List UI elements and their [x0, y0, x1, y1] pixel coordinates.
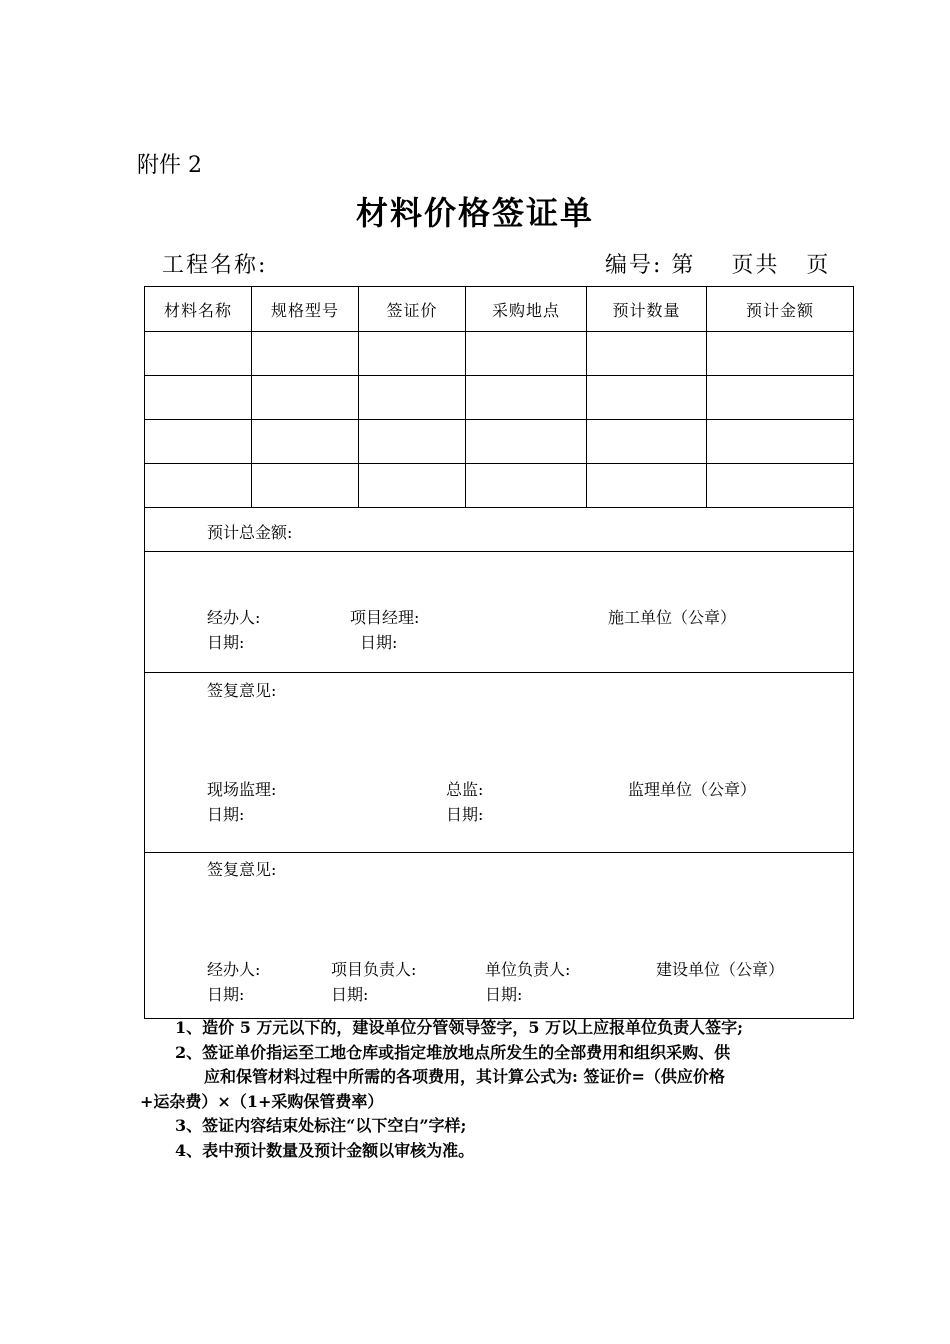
table-cell[interactable]	[587, 420, 707, 464]
table-cell[interactable]	[359, 332, 466, 376]
table-cell[interactable]	[707, 464, 854, 508]
col-header-purchase-location: 采购地点	[466, 287, 587, 332]
note-line: 3、签证内容结束处标注“以下空白”字样;	[175, 1116, 467, 1135]
project-manager-label: 项目经理:	[350, 608, 420, 627]
construction-handler-label: 经办人:	[207, 608, 261, 627]
col-header-certified-price: 签证价	[359, 287, 466, 332]
table-cell[interactable]	[466, 464, 587, 508]
table-row	[145, 420, 854, 464]
table-header-row	[145, 287, 854, 332]
note-line: +运杂费）×（1+采购保管费率）	[140, 1091, 384, 1111]
price-form-table	[144, 286, 854, 1019]
total-amount-row	[145, 508, 854, 552]
table-cell[interactable]	[252, 420, 359, 464]
construction-section-row	[145, 552, 854, 673]
table-cell[interactable]	[707, 420, 854, 464]
construction-unit-seal-label: 施工单位（公章）	[608, 608, 737, 627]
owner-section-row	[145, 853, 854, 1019]
supervision-unit-seal-label: 监理单位（公章）	[628, 780, 757, 799]
col-header-spec-model: 规格型号	[252, 287, 359, 332]
page-title: 材料价格签证单	[355, 194, 594, 232]
owner-date-2-label: 日期:	[331, 985, 369, 1004]
supervision-date-1-label: 日期:	[207, 805, 245, 824]
table-cell[interactable]	[359, 420, 466, 464]
note-line: 应和保管材料过程中所需的各项费用，其计算公式为: 签证价=（供应价格	[204, 1067, 725, 1086]
table-cell[interactable]	[466, 332, 587, 376]
supervision-date-2-label: 日期:	[446, 805, 484, 824]
table-row	[145, 332, 854, 376]
notes-block	[140, 1016, 855, 1163]
total-amount-cell[interactable]	[145, 508, 854, 552]
table-cell[interactable]	[466, 420, 587, 464]
supervision-section	[145, 673, 854, 853]
supervision-section-row	[145, 673, 854, 853]
unit-leader-label: 单位负责人:	[485, 960, 571, 979]
note-line: 2、签证单价指运至工地仓库或指定堆放地点所发生的全部费用和组织采购、供	[175, 1042, 731, 1062]
note-line: 4、表中预计数量及预计金额以审核为准。	[175, 1140, 475, 1160]
table-cell[interactable]	[707, 332, 854, 376]
owner-date-1-label: 日期:	[207, 985, 245, 1004]
owner-section	[145, 853, 854, 1019]
table-cell[interactable]	[587, 332, 707, 376]
owner-opinion-label: 签复意见:	[207, 860, 277, 879]
table-cell[interactable]	[252, 376, 359, 420]
owner-handler-label: 经办人:	[207, 960, 261, 979]
serial-number-label: 编号: 第 页共 页	[605, 253, 831, 278]
supervision-opinion-label: 签复意见:	[207, 681, 277, 700]
construction-section	[145, 552, 854, 673]
chief-supervisor-label: 总监:	[446, 780, 484, 799]
total-amount-label: 预计总金额:	[207, 523, 293, 542]
construction-date-2-label: 日期:	[360, 633, 398, 652]
table-cell[interactable]	[466, 376, 587, 420]
col-header-est-quantity: 预计数量	[587, 287, 707, 332]
project-leader-label: 项目负责人:	[331, 960, 417, 979]
table-cell[interactable]	[359, 376, 466, 420]
table-row	[145, 376, 854, 420]
col-header-material-name: 材料名称	[145, 287, 252, 332]
table-cell[interactable]	[587, 376, 707, 420]
col-header-est-amount: 预计金额	[707, 287, 854, 332]
table-cell[interactable]	[145, 376, 252, 420]
table-cell[interactable]	[252, 464, 359, 508]
table-cell[interactable]	[145, 420, 252, 464]
note-line: 1、造价 5 万元以下的，建设单位分管领导签字，5 万以上应报单位负责人签字;	[175, 1018, 744, 1037]
table-cell[interactable]	[252, 332, 359, 376]
table-cell[interactable]	[707, 376, 854, 420]
table-row	[145, 464, 854, 508]
table-cell[interactable]	[587, 464, 707, 508]
table-cell[interactable]	[145, 332, 252, 376]
attachment-label: 附件 2	[137, 153, 202, 178]
owner-unit-seal-label: 建设单位（公章）	[656, 960, 785, 979]
site-supervisor-label: 现场监理:	[207, 780, 277, 799]
table-cell[interactable]	[145, 464, 252, 508]
construction-date-1-label: 日期:	[207, 633, 245, 652]
table-cell[interactable]	[359, 464, 466, 508]
project-name-label: 工程名称:	[162, 253, 268, 278]
owner-date-3-label: 日期:	[485, 985, 523, 1004]
